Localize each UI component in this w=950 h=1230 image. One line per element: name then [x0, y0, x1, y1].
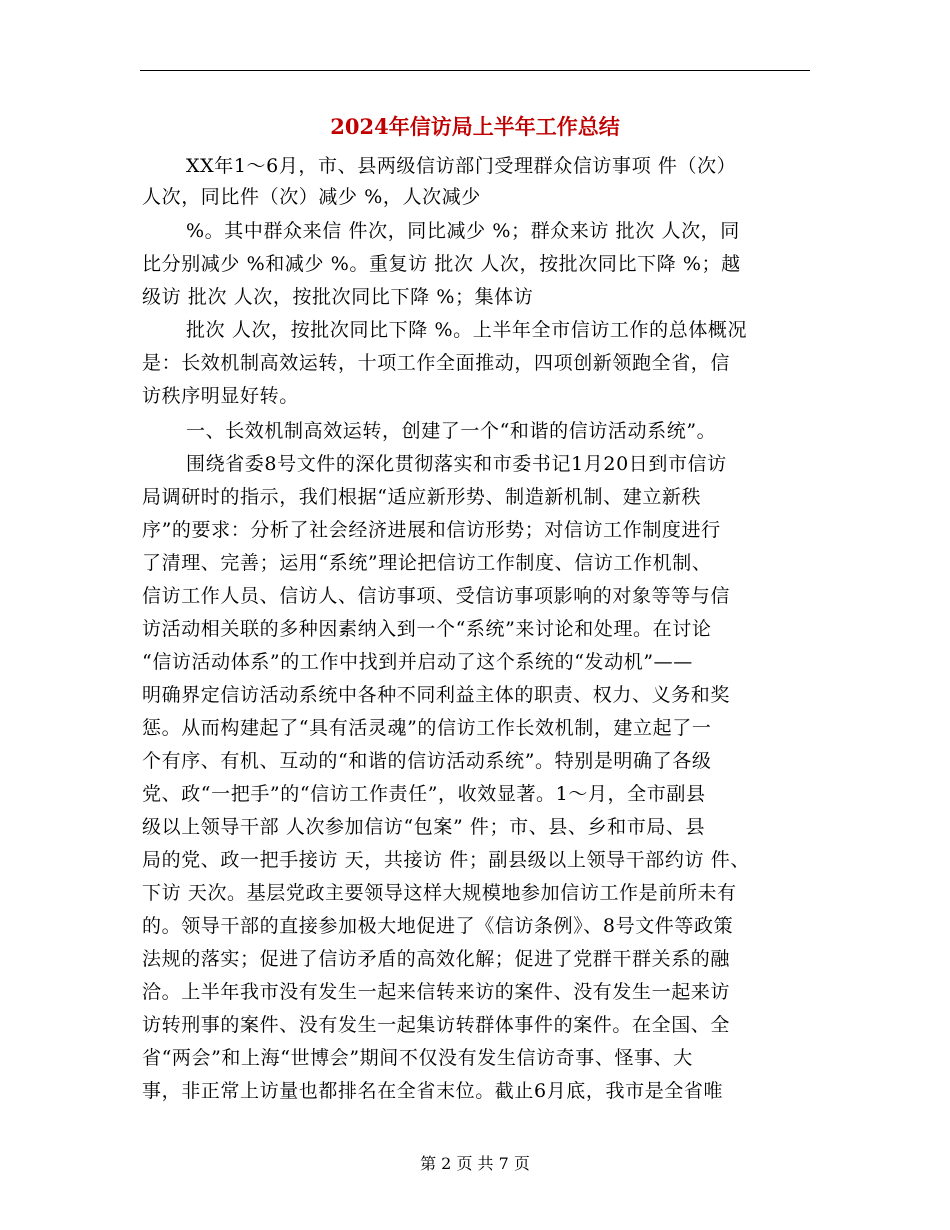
body-line: 党、政“一把手”的“信访工作责任”，收效显著。1～月，全市副县	[142, 783, 706, 805]
body-line: 批次 人次，按批次同比下降 %。上半年全市信访工作的总体概况	[186, 319, 748, 341]
body-line: XX年1～6月，市、县两级信访部门受理群众信访事项 件（次）	[186, 155, 737, 177]
body-line: 访活动相关联的多种因素纳入到一个“系统”来讨论和处理。在讨论	[142, 618, 712, 640]
body-line: 局的党、政一把手接访 天，共接访 件；副县级以上领导干部约访 件、	[142, 849, 750, 871]
body-line: 访秩序明显好转。	[142, 385, 299, 407]
body-line: 明确界定信访活动系统中各种不同利益主体的职责、权力、义务和奖	[142, 684, 731, 706]
body-line: 法规的落实；促进了信访矛盾的高效化解；促进了党群干群关系的融	[142, 948, 731, 970]
body-line: 信访工作人员、信访人、信访事项、受信访事项影响的对象等等与信	[142, 585, 731, 607]
body-line: 局调研时的指示，我们根据“适应新形势、制造新机制、建立新秩	[142, 486, 702, 508]
body-line: 比分别减少 %和减少 %。重复访 批次 人次，按批次同比下降 %；越	[142, 253, 741, 275]
body-line: 洽。上半年我市没有发生一起来信转来访的案件、没有发生一起来访	[142, 981, 731, 1003]
section-heading: 一、长效机制高效运转，创建了一个“和谐的信访活动系统”。	[186, 420, 717, 442]
body-line: 访转刑事的案件、没有发生一起集访转群体事件的案件。在全国、全	[142, 1014, 731, 1036]
body-line: 级以上领导干部 人次参加信访“包案” 件；市、县、乡和市局、县	[142, 816, 706, 838]
body-line: 级访 批次 人次，按批次同比下降 %；集体访	[142, 286, 534, 308]
body-line: 了清理、完善；运用“系统”理论把信访工作制度、信访工作机制、	[142, 552, 712, 574]
body-line: 下访 天次。基层党政主要领导这样大规模地参加信访工作是前所未有	[142, 882, 737, 904]
body-line: 省“两会”和上海“世博会”期间不仅没有发生信访奇事、怪事、大	[142, 1047, 693, 1069]
body-line: 惩。从而构建起了“具有活灵魂”的信访工作长效机制，建立起了一	[142, 717, 712, 739]
body-line: 的。领导干部的直接参加极大地促进了《信访条例》、8号文件等政策	[142, 915, 734, 937]
body-line: %。其中群众来信 件次，同比减少 %；群众来访 批次 人次，同	[186, 220, 740, 242]
body-line: 人次，同比件（次）减少 %，人次减少	[142, 186, 481, 208]
body-line: 事，非正常上访量也都排名在全省末位。截止6月底，我市是全省唯	[142, 1080, 724, 1102]
body-line: “信访活动体系”的工作中找到并启动了这个系统的“发动机”——	[142, 651, 693, 673]
body-line: 序”的要求：分析了社会经济进展和信访形势；对信访工作制度进行	[142, 519, 721, 541]
body-line: 围绕省委8号文件的深化贯彻落实和市委书记1月20日到市信访	[186, 453, 727, 475]
page-footer: 第 2 页 共 7 页	[420, 1154, 530, 1173]
document-title: 2024年信访局上半年工作总结	[330, 114, 620, 139]
body-line: 是：长效机制高效运转，十项工作全面推动，四项创新领跑全省，信	[142, 352, 731, 374]
body-line: 个有序、有机、互动的“和谐的信访活动系统”。特别是明确了各级	[142, 750, 712, 772]
